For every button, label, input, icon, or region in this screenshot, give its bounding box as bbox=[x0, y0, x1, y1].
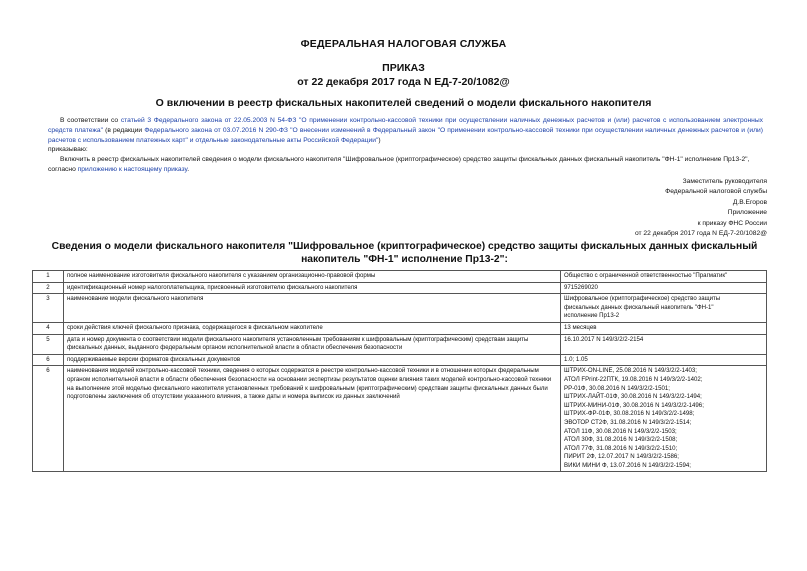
value-line: ШТРИХ-ЛАЙТ-01Ф, 30.08.2016 N 149/3/2/2-1494; bbox=[564, 393, 702, 401]
value-line: АТОЛ FPrint-22ПТК, 19.08.2016 N 149/3/2/2-1402; bbox=[564, 375, 703, 383]
value-line: АТОЛ 30Ф, 31.08.2016 N 149/3/2/2-1508; bbox=[564, 436, 678, 444]
row-number: 5 bbox=[33, 334, 64, 354]
document-date-number: от 22 декабря 2017 года N ЕД-7-20/1082@ bbox=[297, 76, 510, 88]
row-number: 4 bbox=[33, 322, 64, 334]
preamble-paragraph bbox=[48, 116, 763, 155]
row-value bbox=[561, 354, 767, 366]
table-row bbox=[33, 294, 767, 323]
row-value bbox=[561, 271, 767, 283]
row-description: дата и номер документа о соответствии модели фискального накопителя установленным требованиям к шифровальным (криптографическим) средствам защиты фискальных данных, выданного федеральным органом исполнительной власти в области обеспечения безопасности bbox=[64, 334, 561, 354]
row-description: поддерживаемые версии форматов фискальных документов bbox=[64, 354, 561, 366]
table-row bbox=[33, 354, 767, 366]
table-row bbox=[33, 271, 767, 283]
table-row bbox=[33, 322, 767, 334]
row-value bbox=[561, 294, 767, 323]
value-line: Общество с ограниченной ответственностью "Прагматик" bbox=[564, 272, 728, 279]
appendix-title: Сведения о модели фискального накопителя "Шифровальное (криптографическое) средство защиты фискальных данных фискальный накопитель "ФН-1" исполнение Пр13-2": bbox=[51, 241, 758, 265]
preamble-text-1: В соответствии со bbox=[60, 117, 121, 124]
value-line: фискальных данных фискальный накопитель "ФН-1" bbox=[564, 303, 714, 311]
value-line: АТОЛ 77Ф, 31.08.2016 N 149/3/2/2-1510; bbox=[564, 444, 678, 452]
signer-organization: Федеральной налоговой службы bbox=[665, 188, 767, 196]
order-paragraph bbox=[48, 155, 763, 175]
row-description: сроки действия ключей фискального признака, содержащегося в фискальном накопителе bbox=[64, 322, 561, 334]
row-number: 1 bbox=[33, 271, 64, 283]
preamble-text-2: (в редакции bbox=[102, 126, 145, 134]
row-value bbox=[561, 282, 767, 294]
row-number: 6 bbox=[33, 366, 64, 472]
value-line: РР-01Ф, 30.08.2016 N 149/3/2/2-1501; bbox=[564, 384, 670, 392]
row-value bbox=[561, 366, 767, 472]
order-text-1: Включить в реестр фискальных накопителей сведения о модели фискального накопителя "Шифровальное (криптографическое) средство защиты фискальных данных фискальный накопитель "ФН-1" исполнение Пр13-2", согласно bbox=[48, 156, 750, 173]
value-line: ШТРИХ-МИНИ-01Ф, 30.08.2016 N 149/3/2/2-1496; bbox=[564, 401, 704, 409]
value-line: АТОЛ 11Ф, 30.08.2016 N 149/3/2/2-1503; bbox=[564, 427, 677, 435]
value-line: ПИРИТ 2Ф, 12.07.2017 N 149/3/2/2-1586; bbox=[564, 453, 680, 461]
row-description: полное наименование изготовителя фискального накопителя с указанием организационно-правовой формы bbox=[64, 271, 561, 283]
table-row bbox=[33, 366, 767, 472]
order-text-2: . bbox=[187, 165, 190, 173]
document-type: ПРИКАЗ bbox=[382, 62, 425, 74]
row-number: 6 bbox=[33, 354, 64, 366]
order-word: приказываю: bbox=[48, 146, 88, 154]
value-line: 16.10.2017 N 149/3/2/2-2154 bbox=[564, 335, 644, 343]
value-line: 13 месяцев bbox=[564, 323, 597, 331]
value-line: ШТРИХ-ON-LINE, 25.08.2016 N 149/3/2/2-1403; bbox=[564, 367, 697, 375]
law-290fz-link[interactable]: Федерального закона от 03.07.2016 N 290-ФЗ "О внесении изменений в Федеральный закон "О применении контрольно-кассовой техники при осуществлении наличных денежных расчетов и (или) расчетов с использованием платежных карт" и отдельные законодательные акты Российской Федерации" bbox=[48, 126, 763, 144]
value-line: ШТРИХ-ФР-01Ф, 30.08.2016 N 149/3/2/2-1498; bbox=[564, 410, 695, 418]
row-description: идентификационный номер налогоплательщика, присвоенный изготовителю фискального накопителя bbox=[64, 282, 561, 294]
preamble-text-3: ) bbox=[378, 136, 381, 144]
value-line: исполнение Пр13-2 bbox=[564, 312, 620, 320]
signer-position: Заместитель руководителя bbox=[682, 178, 767, 185]
appendix-order-date: от 22 декабря 2017 года N ЕД-7-20/1082@ bbox=[634, 230, 767, 238]
row-value bbox=[561, 334, 767, 354]
value-line: ЭВОТОР СТ2Ф, 31.08.2016 N 149/3/2/2-1514; bbox=[564, 418, 692, 426]
table-row bbox=[33, 282, 767, 294]
agency-name: ФЕДЕРАЛЬНАЯ НАЛОГОВАЯ СЛУЖБА bbox=[300, 38, 507, 50]
appendix-order-ref: к приказу ФНС России bbox=[697, 219, 767, 227]
value-line: ВИКИ МИНИ Ф, 13.07.2016 N 149/3/2/2-1594; bbox=[564, 461, 691, 469]
row-description: наименования моделей контрольно-кассовой техники, сведения о которых содержатся в реестре контрольно-кассовой техники и в отношении которых федеральным органом исполнительной власти в области обеспечения безопасности на основании экспертизы результатов оценки влияния таких моделей контрольно-кассовой техники на выполнение этой моделью фискального накопителя установленных требований к шифровальным (криптографическим) средствам защиты фискальных данных были подготовлены заключения об отсутствии указанного влияния, а также даты и номера выписок из данных заключений bbox=[64, 366, 561, 472]
row-number: 2 bbox=[33, 282, 64, 294]
table-row bbox=[33, 334, 767, 354]
document-subject: О включении в реестр фискальных накопителей сведений о модели фискального накопителя bbox=[155, 97, 652, 109]
signature-block bbox=[507, 177, 767, 239]
law-54fz-link[interactable]: статьей 3 Федерального закона от 22.05.2003 N 54-ФЗ "О применении контрольно-кассовой техники при осуществлении наличных денежных расчетов и (или) расчетов с использованием электронных средств платежа" bbox=[48, 117, 764, 134]
value-line: 9715269020 bbox=[564, 283, 598, 291]
row-value bbox=[561, 322, 767, 334]
appendix-link[interactable]: приложению к настоящему приказу bbox=[77, 165, 188, 173]
row-number: 3 bbox=[33, 294, 64, 323]
fiscal-drive-info-table bbox=[32, 270, 767, 472]
value-line: 1.0; 1.05 bbox=[564, 355, 588, 363]
value-line: Шифровальное (криптографическое) средство защиты bbox=[564, 295, 721, 303]
signer-name: Д.В.Егоров bbox=[732, 198, 767, 206]
row-description: наименование модели фискального накопителя bbox=[64, 294, 561, 323]
appendix-label: Приложение bbox=[727, 209, 767, 217]
